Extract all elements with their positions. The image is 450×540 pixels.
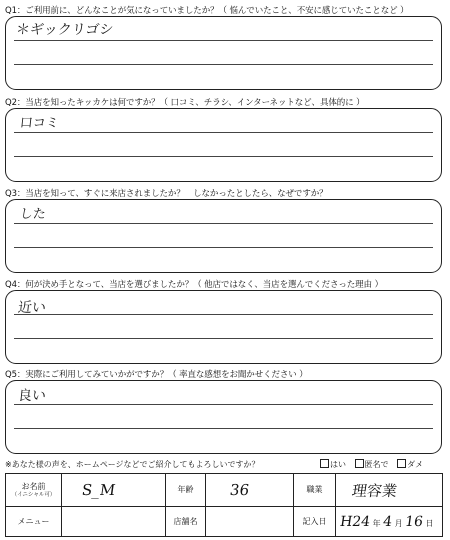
age-field[interactable]	[206, 474, 294, 507]
job-label: 職業	[294, 474, 336, 507]
name-value: S_M	[80, 481, 117, 499]
name-label-cell	[6, 474, 62, 507]
permission-option-anonymous[interactable]: 匿名で	[355, 460, 389, 469]
ruled-line	[14, 428, 433, 429]
ruled-line	[14, 64, 433, 65]
q3-handwritten-answer: した	[19, 207, 47, 222]
date-day-value: 16	[404, 513, 425, 530]
date-label: 記入日	[294, 507, 336, 537]
q4-handwritten-answer: 近い	[17, 300, 47, 316]
ruled-line	[14, 223, 433, 224]
age-value: 36	[228, 481, 251, 499]
q1-label: Q1：ご利用前に、どんなことが気になっていましたか？（ 悩んでいたこと、不安に感じていたことなど ）	[5, 6, 409, 16]
age-label: 年齢	[166, 474, 206, 507]
menu-field[interactable]	[62, 507, 166, 537]
q1-answer-box	[5, 16, 442, 90]
respondent-info-table	[5, 473, 443, 537]
date-month-unit: 月	[394, 518, 403, 528]
q4-label: Q4：何が決め手となって、当店を選びましたか？（ 他店ではなく、当店を選んでくださった理由 ）	[5, 280, 383, 290]
q2-answer-box	[5, 108, 442, 182]
checkbox-icon	[397, 459, 406, 468]
permission-options	[320, 459, 429, 470]
checkbox-icon	[320, 459, 329, 468]
date-year-value: H24	[338, 513, 372, 530]
name-field[interactable]	[62, 474, 166, 507]
ruled-line	[14, 404, 433, 405]
checkbox-icon	[355, 459, 364, 468]
q1-handwritten-answer: ＊ギックリゴシ	[15, 22, 115, 38]
date-month-value: 4	[382, 513, 394, 530]
job-value: 理容業	[350, 481, 399, 500]
store-label: 店舗名	[166, 507, 206, 537]
ruled-line	[14, 314, 433, 315]
permission-question: ※あなた様の声を、ホームページなどでご紹介してもよろしいですか？	[5, 460, 260, 469]
job-field[interactable]	[336, 474, 443, 507]
name-label: お名前	[21, 482, 46, 491]
q3-answer-box	[5, 199, 442, 273]
q2-label: Q2：当店を知ったキッカケは何ですか？（ 口コミ、チラシ、インターネットなど、具体的に ）	[5, 98, 365, 108]
q3-label: Q3：当店を知って、すぐに来店されましたか？ しなかったとしたら、なぜですか？	[5, 189, 328, 199]
date-field[interactable]	[336, 507, 443, 537]
date-year-unit: 年	[372, 518, 381, 528]
permission-option-no[interactable]: ダメ	[397, 460, 423, 469]
store-field[interactable]	[206, 507, 294, 537]
q5-handwritten-answer: 良い	[17, 388, 47, 404]
ruled-line	[14, 338, 433, 339]
menu-label: メニュー	[6, 507, 62, 537]
ruled-line	[14, 247, 433, 248]
permission-option-yes[interactable]: はい	[320, 460, 346, 469]
q5-label: Q5：実際にご利用してみていかがですか？（ 率直な感想をお聞かせください ）	[5, 370, 308, 380]
ruled-line	[14, 40, 433, 41]
date-day-unit: 日	[425, 518, 434, 528]
q2-handwritten-answer: 口コミ	[19, 116, 60, 131]
ruled-line	[14, 156, 433, 157]
q5-answer-box	[5, 380, 442, 454]
ruled-line	[14, 132, 433, 133]
name-sublabel: （イニシャル可）	[11, 492, 56, 498]
q4-answer-box	[5, 290, 442, 364]
